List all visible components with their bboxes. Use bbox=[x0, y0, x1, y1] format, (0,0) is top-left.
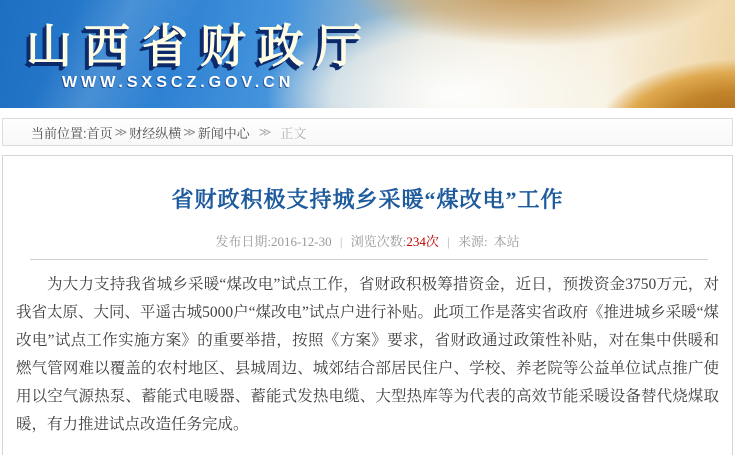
breadcrumb-item-home[interactable]: 首页 bbox=[86, 125, 113, 141]
chevron-right-icon: ≫ bbox=[258, 125, 272, 139]
article-paragraph: 为大力支持我省城乡采暖“煤改电”试点工作，省财政积极筹措资金，近日，预拨资金3750万元，对我省太原、大同、平遥古城5000户“煤改电”试点户进行补贴。此项工作是落实省政府《推进城乡采暖“煤改电”试点工作实施方案》的重要举措，按照《方案》要求，省财政通过政策性补贴，对在集中供暖和燃气管网难以覆盖的农村地区、县城周边、城郊结合部居民住户、学校、养老院等公益单位试点推广使用以空气源热泵、蓄能式电暖器、蓄能式发热电缆、大型热库等为代表的高效节能采暖设备替代烧煤取暖，有力推进试点改造任务完成。 bbox=[16, 276, 719, 433]
publish-date-label: 发布日期: bbox=[215, 234, 271, 249]
breadcrumb-item-news[interactable]: 新闻中心 bbox=[197, 125, 250, 141]
breadcrumb-label: 当前位置: bbox=[31, 125, 87, 141]
views-count: 234次 bbox=[406, 234, 439, 249]
meta-separator: | bbox=[447, 234, 450, 249]
breadcrumb-current-page: 正文 bbox=[280, 125, 307, 141]
breadcrumb-item-finance[interactable]: 财经纵横 bbox=[129, 125, 182, 141]
chevron-right-icon: ≫ bbox=[183, 125, 196, 139]
site-name: 山西省财政厅 bbox=[26, 20, 374, 72]
divider bbox=[30, 259, 708, 260]
article-meta bbox=[3, 231, 732, 250]
site-url: WWW.SXSCZ.GOV.CN bbox=[62, 74, 295, 91]
source-value: 本站 bbox=[493, 234, 520, 249]
article-container bbox=[2, 155, 733, 455]
article-title: 省财政积极支持城乡采暖“煤改电”工作 bbox=[171, 187, 564, 212]
source-label: 来源: bbox=[458, 234, 488, 249]
site-banner-image bbox=[0, 0, 735, 108]
breadcrumb bbox=[2, 118, 733, 146]
meta-separator: | bbox=[339, 234, 343, 249]
views-label: 浏览次数: bbox=[350, 234, 407, 249]
chevron-right-icon: ≫ bbox=[114, 125, 128, 139]
publish-date-value: 2016-12-30 bbox=[270, 234, 332, 249]
